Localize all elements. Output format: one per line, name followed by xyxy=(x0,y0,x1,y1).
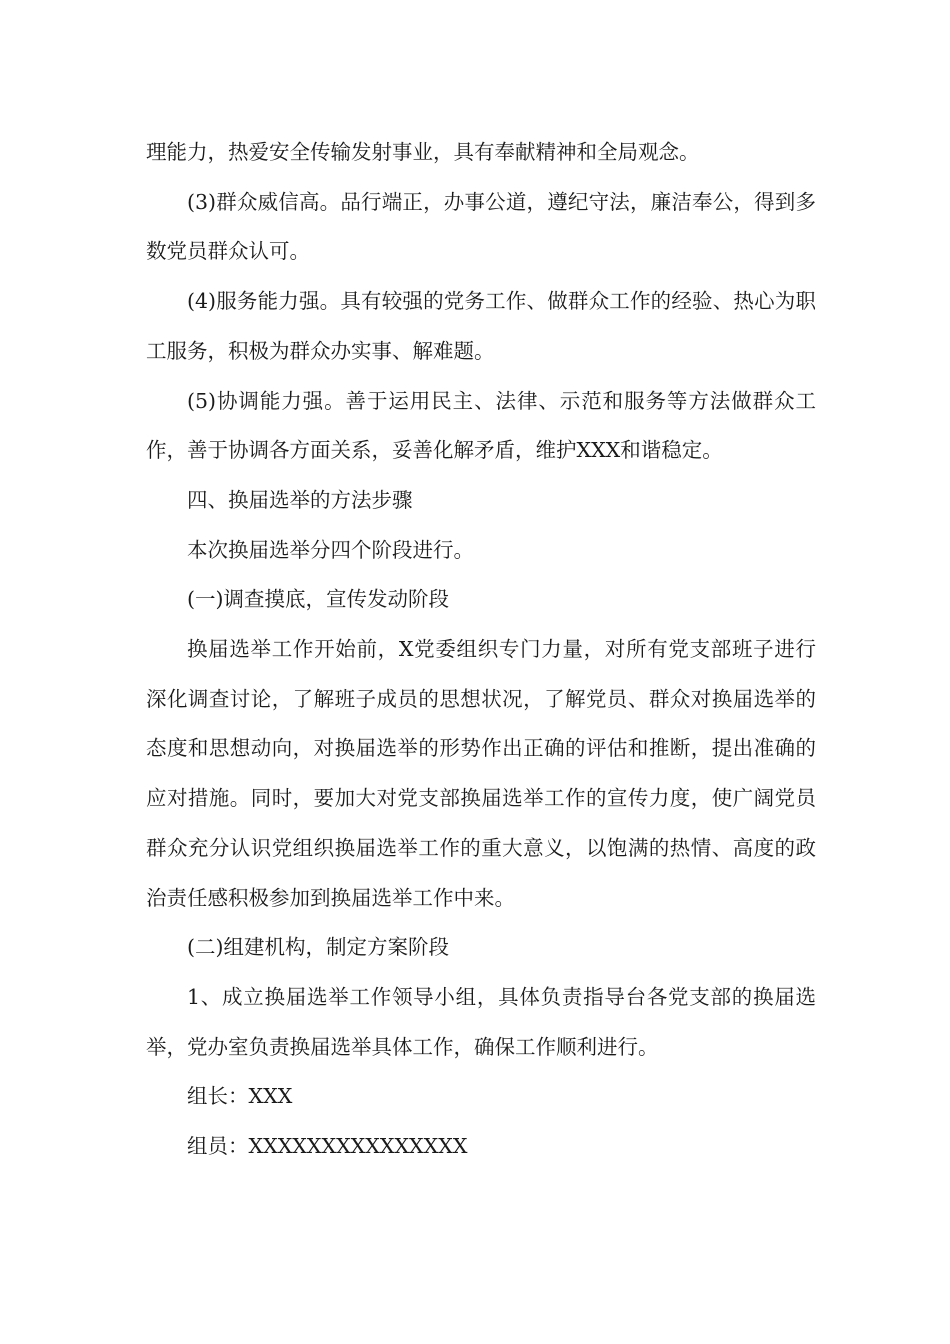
paragraph-1: 理能力，热爱安全传输发射事业，具有奉献精神和全局观念。 xyxy=(146,140,700,164)
paragraph-3: (4)服务能力强。具有较强的党务工作、做群众工作的经验、热心为职工服务，积极为群众办实事、解难题。 xyxy=(146,289,816,363)
paragraph-10: 1、成立换届选举工作领导小组，具体负责指导台各党支部的换届选举，党办室负责换届选举具体工作，确保工作顺利进行。 xyxy=(146,984,816,1059)
document-body xyxy=(146,128,816,1172)
section-heading-4: 四、换届选举的方法步骤 xyxy=(187,487,413,512)
group-leader-line: 组长：XXX xyxy=(187,1084,293,1109)
subsection-heading-2: (二)组建机构，制定方案阶段 xyxy=(187,935,449,960)
paragraph-8: 换届选举工作开始前，X党委组织专门力量，对所有党支部班子进行深化调查讨论，了解班子成员的思想状况，了解党员、群众对换届选举的态度和思想动向，对换届选举的形势作出正确的评估和推断，提出准确的应对措施。同时，要加大对党支部换届选举工作的宣传力度，使广阔党员群众充分认识党组织换届选举工作的重大意义，以饱满的热情、高度的政治责任感积极参加到换届选举工作中来。 xyxy=(146,637,816,910)
subsection-heading-1: (一)调查摸底，宣传发动阶段 xyxy=(187,587,449,612)
paragraph-2: (3)群众威信高。品行端正，办事公道，遵纪守法，廉洁奉公，得到多数党员群众认可。 xyxy=(146,189,816,264)
paragraph-4: (5)协调能力强。善于运用民主、法律、示范和服务等方法做群众工作，善于协调各方面关系，妥善化解矛盾，维护XXX和谐稳定。 xyxy=(146,388,816,463)
group-members-line: 组员：XXXXXXXXXXXXXXX xyxy=(187,1134,468,1159)
paragraph-6: 本次换届选举分四个阶段进行。 xyxy=(187,537,474,562)
